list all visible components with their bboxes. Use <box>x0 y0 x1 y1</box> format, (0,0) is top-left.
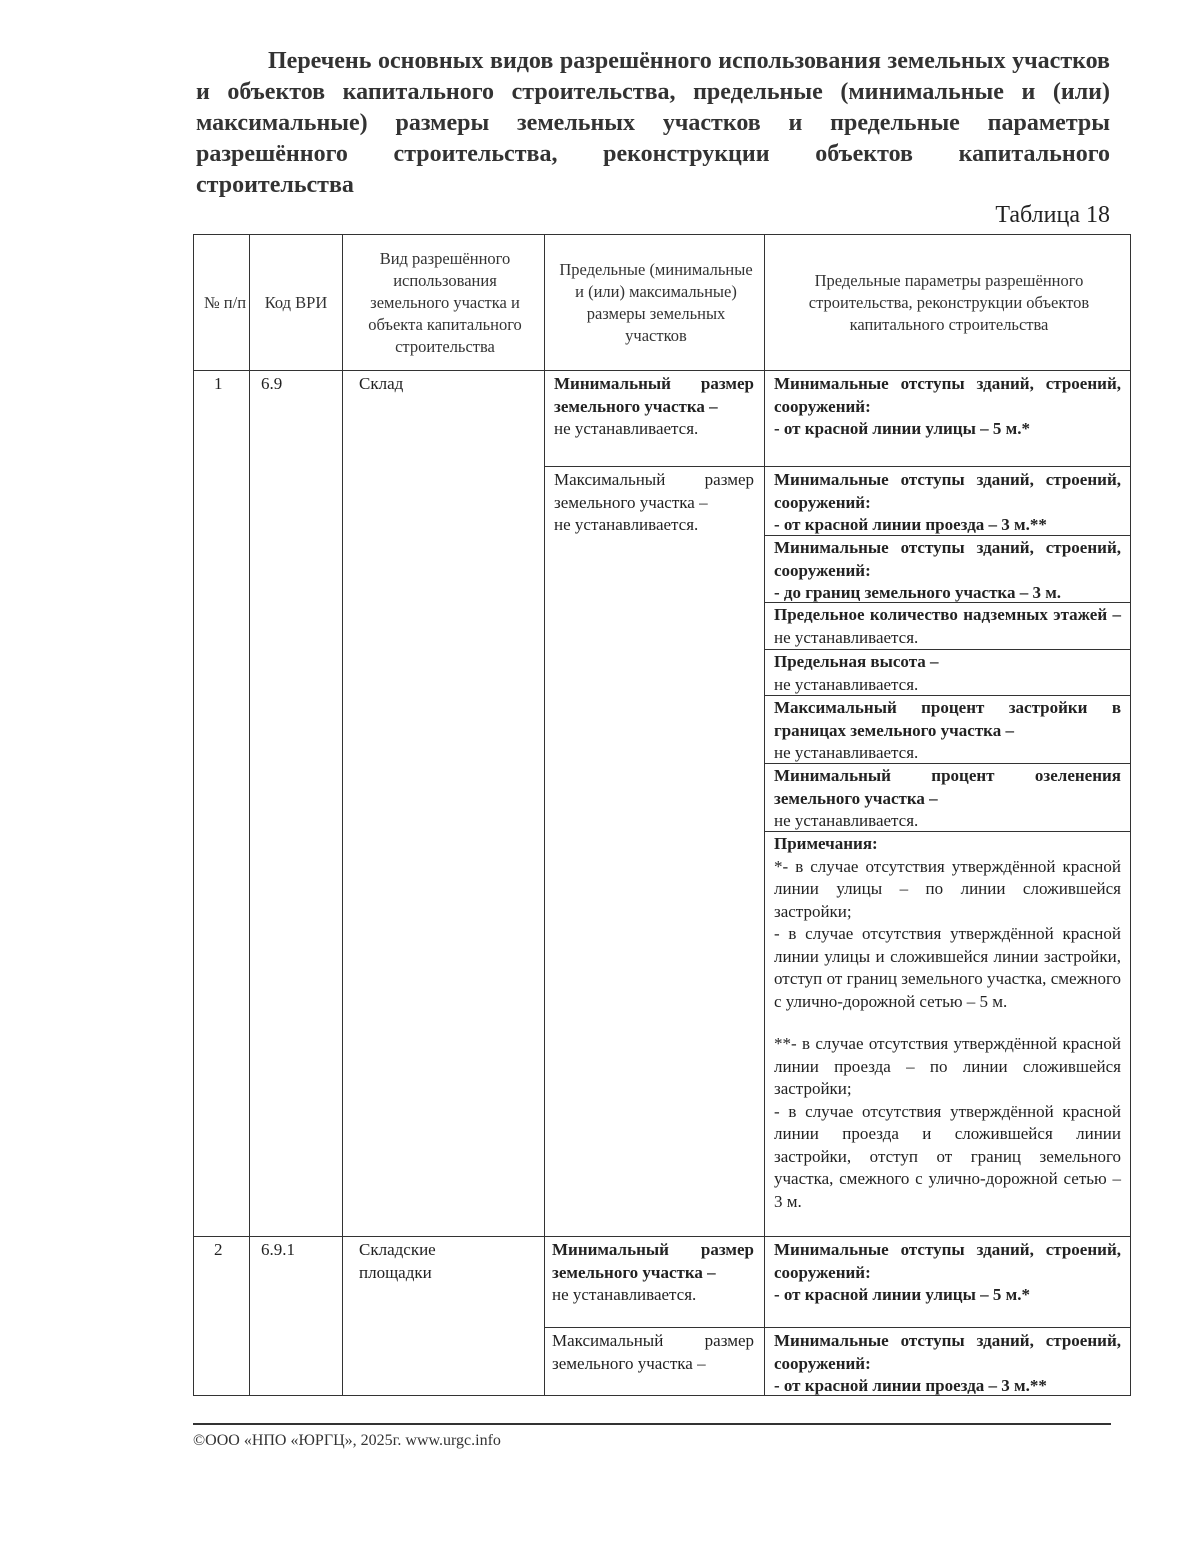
cell-divider <box>764 1327 1130 1328</box>
cell-divider <box>544 1327 764 1328</box>
column-divider <box>544 235 545 1395</box>
param-value: - от красной линии проезда – 3 м.** <box>774 515 1047 534</box>
param-value: - от красной линии улицы – 5 м.* <box>774 1285 1030 1304</box>
column-divider <box>342 235 343 1395</box>
max-size-label: Максимальный размер земельного участка – <box>554 470 754 512</box>
regulations-table <box>193 234 1131 1396</box>
footer-divider <box>193 1423 1111 1425</box>
table-caption: Таблица 18 <box>995 202 1110 228</box>
min-size-label: Минимальный размер земельного участка – <box>554 374 754 416</box>
header-kind: Вид разрешённого использования земельного участка и объекта капитального строительства <box>368 248 522 356</box>
notes-cell <box>774 833 1121 1213</box>
param-build-percent: Максимальный процент застройки в границах земельного участка – не устанавливается. <box>774 698 1121 762</box>
row-num: 1 <box>214 374 223 393</box>
column-divider <box>249 235 250 1395</box>
param-height: Предельная высота – не устанавливается. <box>774 652 939 694</box>
row-code: 6.9 <box>261 374 283 393</box>
min-size-value: не устанавливается. <box>554 419 699 438</box>
min-size-value: не устанавливается. <box>552 1285 697 1304</box>
param-indent-border: Минимальные отступы зданий, строений, сооружений: - до границ земельного участка – 3 м. <box>774 537 1121 605</box>
row-divider <box>194 1236 1130 1237</box>
note-item: - в случае отсутствия утверждённой красной линии улицы и сложившейся линии застройки, отступ от границ земельного участка, смежного с улично-дорожной сетью – 5 м. <box>774 924 1121 1011</box>
min-size-label: Минимальный размер земельного участка – <box>552 1240 754 1282</box>
param-indent-street: Минимальные отступы зданий, строений, сооружений: - от красной линии улицы – 5 м.* <box>774 1239 1121 1307</box>
min-size-cell <box>552 1239 754 1307</box>
notes-heading: Примечания: <box>774 834 878 853</box>
min-size-cell <box>554 373 754 441</box>
max-size-value: не устанавливается. <box>554 515 699 534</box>
cell-divider <box>764 649 1130 650</box>
param-indent-road: Минимальные отступы зданий, строений, сооружений: - от красной линии проезда – 3 м.** <box>774 1330 1121 1398</box>
row-code: 6.9.1 <box>261 1240 295 1259</box>
cell-divider <box>764 466 1130 467</box>
row-kind: Складские площадки <box>359 1240 436 1282</box>
max-size-cell <box>552 1330 754 1375</box>
column-divider <box>764 235 765 1395</box>
row-kind: Склад <box>359 374 404 393</box>
param-value: - до границ земельного участка – 3 м. <box>774 583 1062 602</box>
header-divider <box>194 370 1130 371</box>
param-indent-road: Минимальные отступы зданий, строений, сооружений: - от красной линии проезда – 3 м.** <box>774 469 1121 537</box>
max-size-label: Максимальный размер земельного участка – <box>552 1331 754 1373</box>
note-item: *- в случае отсутствия утверждённой красной линии улицы – по линии сложившейся застройки; <box>774 856 1121 921</box>
header-sizes: Предельные (минимальные и (или) максимальные) размеры земельных участков <box>559 259 753 345</box>
param-floors: Предельное количество надземных этажей – не устанавливается. <box>774 605 1121 647</box>
footer-copyright: ©ООО «НПО «ЮРГЦ», 2025г. www.urgc.info <box>193 1432 501 1449</box>
cell-divider <box>544 466 764 467</box>
param-indent-street: Минимальные отступы зданий, строений, сооружений: - от красной линии улицы – 5 м.* <box>774 373 1121 441</box>
document-title: Перечень основных видов разрешённого использования земельных участков и объектов капитального строительства, предельные (минимальные и (или) максимальные) размеры земельных участков и предельные параметры разрешённого строительства, реконструкции объектов капитального строительства <box>196 48 1110 198</box>
note-item: - в случае отсутствия утверждённой красной линии проезда и сложившейся линии застройки, отступ от границ земельного участка, смежного с улично-дорожной сетью – 3 м. <box>774 1101 1121 1211</box>
header-params: Предельные параметры разрешённого строительства, реконструкции объектов капитального строительства <box>808 270 1090 334</box>
header-num: № п/п <box>203 292 247 312</box>
header-code: Код ВРИ <box>264 292 328 312</box>
param-green-percent: Минимальный процент озеленения земельного участка – не устанавливается. <box>774 766 1121 830</box>
note-item: **- в случае отсутствия утверждённой красной линии проезда – по линии сложившейся застройки; <box>774 1034 1121 1098</box>
param-value: - от красной линии проезда – 3 м.** <box>774 1376 1047 1395</box>
param-value: - от красной линии улицы – 5 м.* <box>774 419 1030 438</box>
row-num: 2 <box>214 1240 223 1259</box>
max-size-cell <box>554 469 754 537</box>
